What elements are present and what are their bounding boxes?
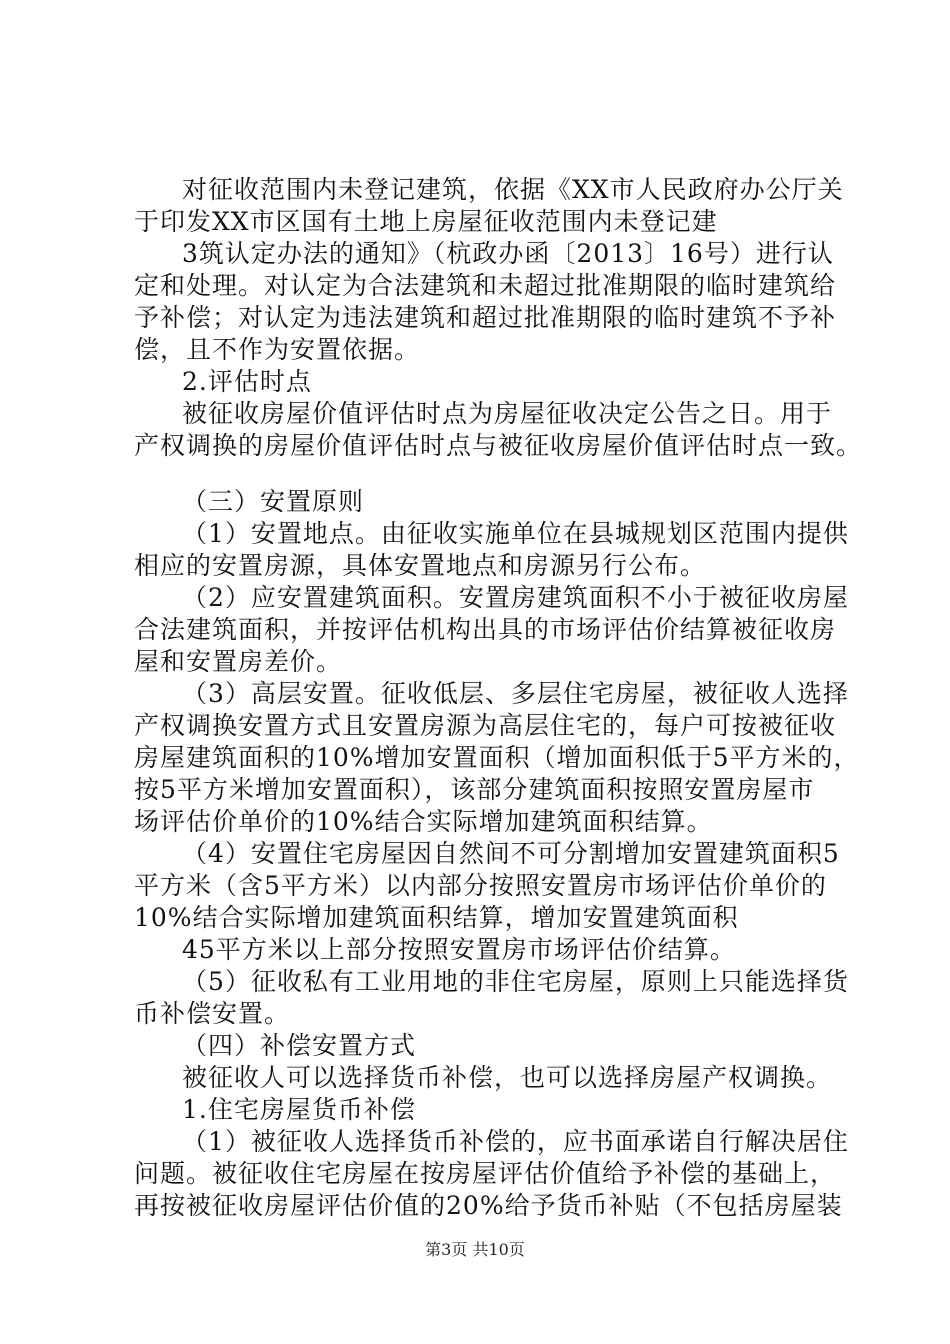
text-line: （2）应安置建筑面积。安置房建筑面积不小于被征收房屋 [182,583,849,612]
text-line: 定和处理。对认定为合法建筑和未超过批准期限的临时建筑给 [134,271,837,300]
text-line: 屋和安置房差价。 [134,647,343,676]
text-line: 45平方米以上部分按照安置房市场评估价结算。 [182,935,736,964]
text-line: （1）安置地点。由征收实施单位在县城规划区范围内提供 [182,519,849,548]
section-heading: （四）补偿安置方式 [182,1031,417,1060]
text-line: 币补偿安置。 [134,999,291,1028]
text-line: 于印发XX市区国有土地上房屋征收范围内未登记建 [134,207,718,236]
section-heading: 2.评估时点 [182,367,312,396]
text-line: （5）征收私有工业用地的非住宅房屋，原则上只能选择货 [182,967,849,996]
text-line: 合法建筑面积，并按评估机构出具的市场评估价结算被征收房 [134,615,837,644]
text-line: 对征收范围内未登记建筑，依据《XX市人民政府办公厅关 [182,175,844,204]
text-line: 予补偿；对认定为违法建筑和超过批准期限的临时建筑不予补 [134,303,837,332]
text-line: 产权调换安置方式且安置房源为高层住宅的，每户可按被征收 [134,711,837,740]
text-line: （4）安置住宅房屋因自然间不可分割增加安置建筑面积5 [182,839,840,868]
text-line: 相应的安置房源，具体安置地点和房源另行公布。 [134,551,707,580]
text-line: 被征收房屋价值评估时点为房屋征收决定公告之日。用于 [182,399,833,428]
text-line: （1）被征收人选择货币补偿的，应书面承诺自行解决居住 [182,1127,849,1156]
text-line: 10%结合实际增加建筑面积结算，增加安置建筑面积 [134,903,739,932]
section-heading: 1.住宅房屋货币补偿 [182,1095,416,1124]
text-line: （3）高层安置。征收低层、多层住宅房屋，被征收人选择 [182,679,849,708]
text-line: 问题。被征收住宅房屋在按房屋评估价值给予补偿的基础上， [134,1159,837,1188]
text-line: 平方米（含5平方米）以内部分按照安置房市场评估价单价的 [134,871,827,900]
text-line: 偿，且不作为安置依据。 [134,335,421,364]
section-heading: （三）安置原则 [182,487,365,516]
text-line: 3筑认定办法的通知》（杭政办函〔2013〕16号）进行认 [182,239,834,268]
text-line: 再按被征收房屋评估价值的20%给予货币补贴（不包括房屋装 [134,1191,843,1220]
text-line: 被征收人可以选择货币补偿，也可以选择房屋产权调换。 [182,1063,833,1092]
text-line: 产权调换的房屋价值评估时点与被征收房屋价值评估时点一致。 [134,431,863,460]
page-footer: 第3页 共10页 [425,1240,525,1259]
text-line: 按5平方米增加安置面积），该部分建筑面积按照安置房屋市 [134,775,815,804]
text-line: 场评估价单价的10%结合实际增加建筑面积结算。 [134,807,713,836]
text-line: 房屋建筑面积的10%增加安置面积（增加面积低于5平方米的， [134,743,860,772]
